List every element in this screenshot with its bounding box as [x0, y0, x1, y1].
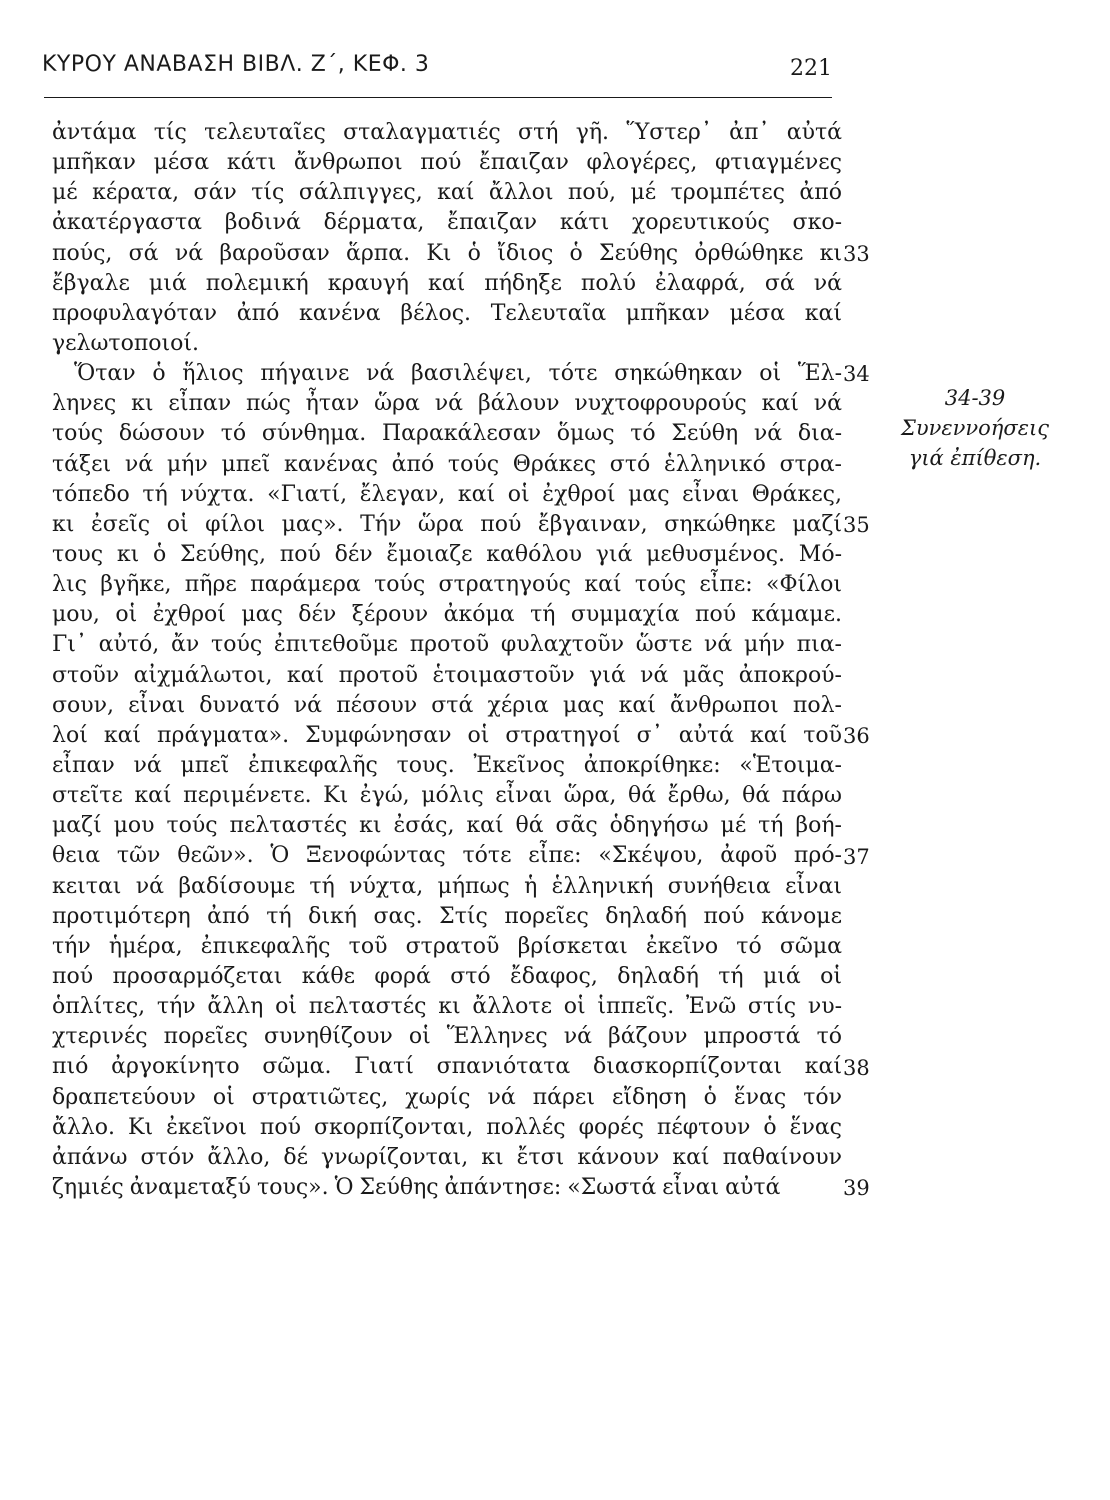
text-line: Γι᾽ αὐτό, ἄν τούς ἐπιτεθοῦμε προτοῦ φυλαχτοῦν ὥστε νά μήν πια-	[52, 632, 842, 658]
text-line: τούς δώσουν τό σύνθημα. Παρακάλεσαν ὅμως τό Σεύθη νά δια-	[52, 421, 842, 447]
text-line: πούς, σά νά βαροῦσαν ἅρπα. Κι ὁ ἴδιος ὁ Σεύθης ὀρθώθηκε κι	[52, 240, 842, 266]
body-text	[52, 118, 842, 1203]
text-line: στεῖτε καί περιμένετε. Κι ἐγώ, μόλις εἶναι ὥρα, θά ἔρθω, θά πάρω	[52, 783, 842, 809]
text-line: μέ κέρατα, σάν τίς σάλπιγγες, καί ἄλλοι πού, μέ τρομπέτες ἀπό	[52, 180, 842, 206]
text-line: τόπεδο τή νύχτα. «Γιατί, ἔλεγαν, καί οἱ ἐχθροί μας εἶναι Θράκες,	[52, 481, 842, 507]
text-line: σουν, εἶναι δυνατό νά πέσουν στά χέρια μας καί ἄνθρωποι πολ-	[52, 692, 842, 718]
margin-note	[900, 383, 1050, 473]
text-line: πιό ἀργοκίνητο σῶμα. Γιατί σπανιότατα διασκορπίζονται καί	[52, 1054, 842, 1080]
text-line: ὁπλίτες, τήν ἄλλη οἱ πελταστές κι ἄλλοτε οἱ ἱππεῖς. Ἐνῶ στίς νυ-	[52, 994, 842, 1020]
text-line: Ὅταν ὁ ἥλιος πήγαινε νά βασιλέψει, τότε σηκώθηκαν οἱ Ἕλ-	[74, 361, 842, 387]
paragraph-number: 36	[843, 724, 870, 748]
text-line: ζημιές ἀναμεταξύ τους». Ὁ Σεύθης ἀπάντησε: «Σωστά εἶναι αὐτά	[52, 1174, 781, 1200]
paragraph-number: 39	[843, 1176, 870, 1201]
paragraph-number: 37	[843, 844, 870, 869]
text-line: κειται νά βαδίσουμε τή νύχτα, μήπως ἡ ἑλληνική συνήθεια εἶναι	[52, 873, 842, 899]
header-rule	[44, 97, 832, 98]
text-line: μπῆκαν μέσα κάτι ἄνθρωποι πού ἔπαιζαν φλογέρες, φτιαγμένες	[52, 150, 842, 176]
margin-note-line: γιά ἐπίθεση.	[908, 446, 1042, 470]
text-line: μου, οἱ ἐχθροί μας δέν ξέρουν ἀκόμα τή συμμαχία πού κάμαμε.	[52, 602, 842, 628]
text-line: ἀπάνω στόν ἄλλο, δέ γνωρίζονται, κι ἔτσι κάνουν καί παθαίνουν	[52, 1144, 842, 1170]
running-head	[42, 48, 832, 88]
text-line: λοί καί πράγματα». Συμφώνησαν οἱ στρατηγοί σ᾽ αὐτά καί τοῦ	[52, 722, 842, 748]
text-line: ἔβγαλε μιά πολεμική κραυγή καί πήδηξε πολύ ἐλαφρά, σά νά	[52, 270, 842, 296]
text-line: ἀντάμα τίς τελευταῖες σταλαγματιές στή γῆ. Ὕστερ᾽ ἀπ᾽ αὐτά	[52, 120, 842, 145]
text-line: ληνες κι εἶπαν πώς ἦταν ὥρα νά βάλουν νυχτοφρουρούς καί νά	[52, 391, 842, 417]
margin-note-range: 34-39	[944, 386, 1006, 410]
page-number: 221	[790, 56, 832, 81]
paragraph-number: 35	[843, 512, 870, 537]
text-line: προφυλαγόταν ἀπό κανένα βέλος. Τελευταῖα μπῆκαν μέσα καί	[52, 300, 842, 326]
text-line: λις βγῆκε, πῆρε παράμερα τούς στρατηγούς καί τούς εἶπε: «Φίλοι	[52, 572, 842, 598]
text-line: τους κι ὁ Σεύθης, πού δέν ἔμοιαζε καθόλου γιά μεθυσμένος. Μό-	[52, 541, 842, 567]
text-line: πού προσαρμόζεται κάθε φορά στό ἔδαφος, δηλαδή τή μιά οἱ	[52, 963, 842, 989]
text-line: τάξει νά μήν μπεῖ κανένας ἀπό τούς Θράκες στό ἑλληνικό στρα-	[52, 451, 842, 477]
text-line: εἶπαν νά μπεῖ ἐπικεφαλῆς τους. Ἐκεῖνος ἀποκρίθηκε: «Ἑτοιμα-	[52, 752, 842, 778]
text-line: γελωτοποιοί.	[52, 330, 200, 356]
text-line: στοῦν αἰχμάλωτοι, καί προτοῦ ἑτοιμαστοῦν γιά νά μᾶς ἀποκρού-	[52, 662, 842, 688]
text-line: ἄλλο. Κι ἐκεῖνοι πού σκορπίζονται, πολλές φορές πέφτουν ὁ ἕνας	[52, 1114, 842, 1140]
paragraph-number: 34	[843, 362, 870, 387]
text-line: χτερινές πορεῖες συνηθίζουν οἱ Ἕλληνες νά βάζουν μπροστά τό	[52, 1024, 842, 1050]
text-line: ἀκατέργαστα βοδινά δέρματα, ἔπαιζαν κάτι χορευτικούς σκο-	[52, 210, 842, 236]
margin-note-line: Συνεννοήσεις	[900, 416, 1049, 440]
text-line: προτιμότερη ἀπό τή δική σας. Στίς πορεῖες δηλαδή πού κάνομε	[52, 903, 842, 929]
paragraph-number: 38	[843, 1055, 870, 1080]
text-line: θεια τῶν θεῶν». Ὁ Ξενοφώντας τότε εἶπε: «Σκέψου, ἀφοῦ πρό-	[52, 843, 842, 869]
text-line: τήν ἡμέρα, ἐπικεφαλῆς τοῦ στρατοῦ βρίσκεται ἐκεῖνο τό σῶμα	[52, 933, 842, 959]
text-line: μαζί μου τούς πελταστές κι ἐσάς, καί θά σᾶς ὁδηγήσω μέ τή βοή-	[52, 813, 842, 839]
text-line: δραπετεύουν οἱ στρατιῶτες, χωρίς νά πάρει εἴδηση ὁ ἕνας τόν	[52, 1084, 842, 1110]
running-head-title: ΚΥΡΟΥ ΑΝΑΒΑΣΗ ΒΙΒΛ. Ζ΄, ΚΕΦ. 3	[42, 52, 430, 77]
paragraph-number: 33	[843, 241, 870, 266]
text-line: κι ἐσεῖς οἱ φίλοι μας». Τήν ὥρα πού ἔβγαιναν, σηκώθηκε μαζί	[52, 511, 842, 537]
